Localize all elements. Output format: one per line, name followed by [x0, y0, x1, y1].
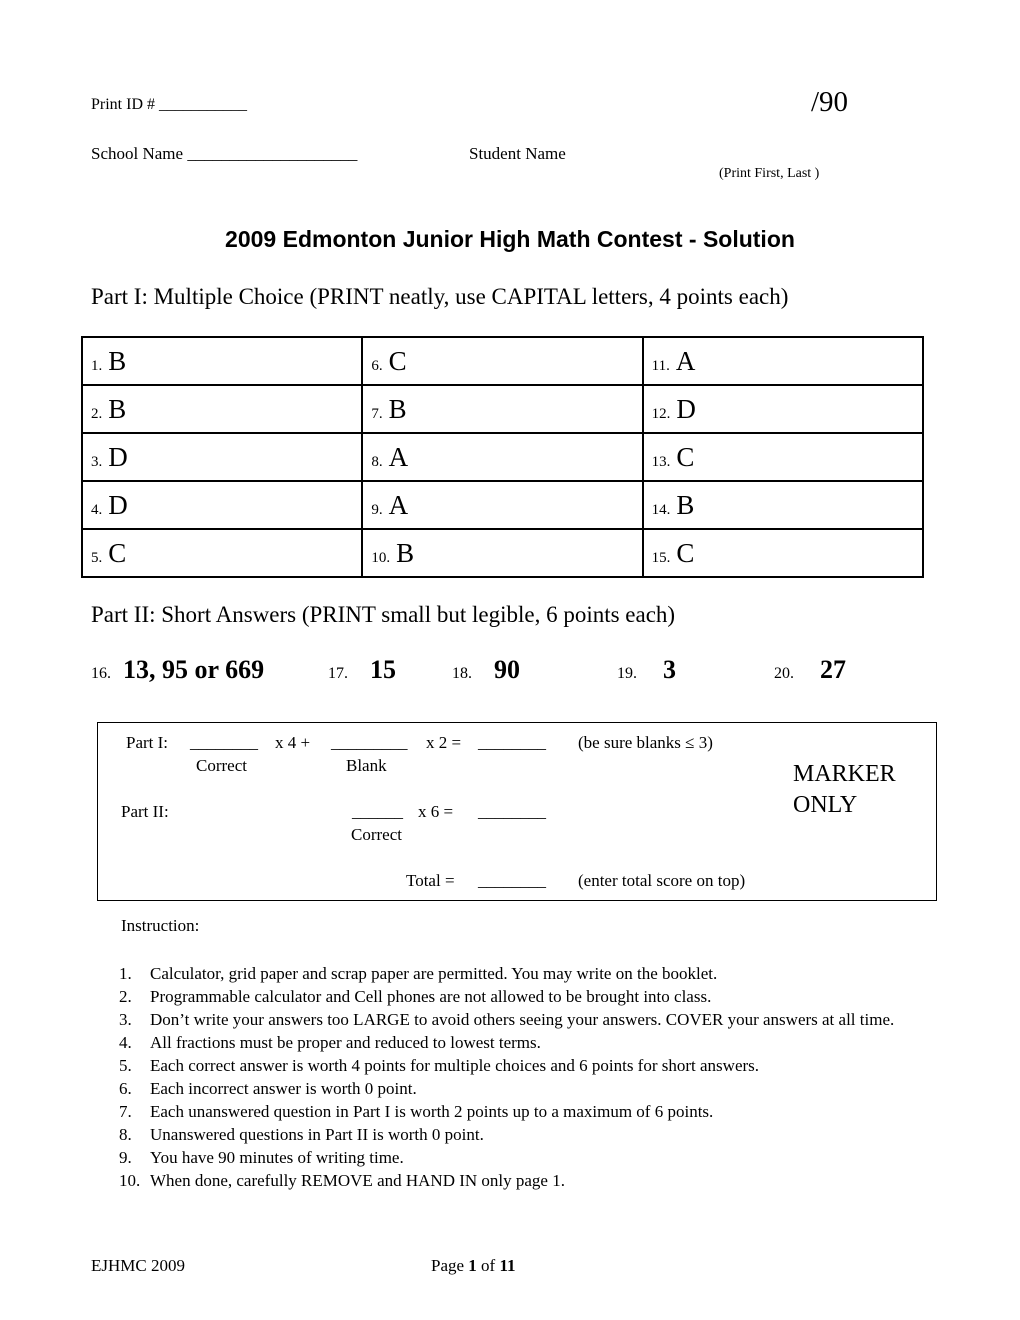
- short-answer-16: [91, 655, 264, 685]
- marker-part1-label: Part I:: [126, 733, 169, 752]
- short-answer-value: 27: [820, 655, 846, 684]
- instruction-text: Each incorrect answer is worth 0 point.: [150, 1079, 417, 1098]
- marker-total-note: (enter total score on top): [578, 871, 746, 890]
- instruction-text: All fractions must be proper and reduced to lowest terms.: [150, 1033, 541, 1052]
- instruction-number: 8.: [119, 1125, 132, 1144]
- short-answer-number: 17.: [328, 665, 348, 682]
- school-name-blank: ____________________: [187, 144, 358, 163]
- question-answer: D: [108, 441, 128, 472]
- print-id-blank: ___________: [159, 96, 247, 113]
- footer-page-current: 1: [468, 1256, 477, 1275]
- short-answer-number: 16.: [91, 665, 111, 682]
- part1-heading: Part I: Multiple Choice (PRINT neatly, use CAPITAL letters, 4 points each): [91, 284, 789, 309]
- short-answer-value: 13, 95 or 669: [123, 655, 265, 684]
- question-answer: A: [388, 489, 409, 520]
- instruction-text: You have 90 minutes of writing time.: [150, 1148, 404, 1167]
- short-answer-18: [452, 655, 520, 685]
- instruction-item: [119, 985, 909, 1008]
- marker-part2-x6: x 6 =: [418, 802, 454, 821]
- instruction-text: When done, carefully REMOVE and HAND IN only page 1.: [150, 1171, 565, 1190]
- question-answer: B: [388, 393, 407, 424]
- marker-part1-x4: x 4 +: [275, 733, 311, 752]
- marker-blank-label: Blank: [346, 756, 387, 775]
- question-answer: B: [676, 489, 695, 520]
- student-name-label: Student Name: [469, 144, 566, 163]
- answer-cell: [643, 337, 923, 385]
- instruction-text: Calculator, grid paper and scrap paper are permitted. You may write on the booklet.: [150, 964, 718, 983]
- print-id-label: Print ID #: [91, 96, 155, 113]
- short-answer-number: 20.: [774, 665, 794, 682]
- question-number: 10.: [371, 549, 391, 566]
- answer-row: [82, 385, 923, 433]
- instruction-number: 4.: [119, 1033, 132, 1052]
- instruction-text: Each unanswered question in Part I is worth 2 points up to a maximum of 6 points.: [150, 1102, 714, 1121]
- instructions-list: [119, 962, 909, 1192]
- question-number: 11.: [651, 357, 670, 374]
- answer-cell: [362, 385, 642, 433]
- marker-part1-correct-blank: ________: [190, 733, 258, 752]
- question-number: 3.: [91, 453, 103, 470]
- question-number: 6.: [371, 357, 383, 374]
- question-answer: C: [108, 537, 127, 568]
- page-title: 2009 Edmonton Junior High Math Contest - Solution: [225, 226, 795, 252]
- instruction-number: 6.: [119, 1079, 132, 1098]
- instruction-text: Unanswered questions in Part II is worth 0 point.: [150, 1125, 484, 1144]
- instruction-number: 10.: [119, 1171, 141, 1190]
- answer-cell: [362, 433, 642, 481]
- question-answer: B: [396, 537, 415, 568]
- short-answer-20: [774, 655, 846, 685]
- instruction-number: 2.: [119, 987, 132, 1006]
- question-number: 12.: [651, 405, 671, 422]
- short-answer-value: 3: [663, 655, 676, 684]
- answer-cell: [362, 529, 642, 577]
- marker-part1-blank-blank: _________: [331, 733, 408, 752]
- question-answer: A: [675, 345, 696, 376]
- short-answer-value: 15: [370, 655, 396, 684]
- question-number: 9.: [371, 501, 383, 518]
- instruction-item: [119, 1008, 909, 1031]
- short-answer-value: 90: [494, 655, 520, 684]
- answer-cell: [82, 433, 362, 481]
- answer-cell: [643, 433, 923, 481]
- marker-total-label: Total =: [406, 871, 455, 890]
- multiple-choice-answer-table: [81, 336, 924, 578]
- question-answer: C: [676, 441, 695, 472]
- question-answer: A: [388, 441, 409, 472]
- part2-heading: Part II: Short Answers (PRINT small but legible, 6 points each): [91, 602, 676, 627]
- instruction-item: [119, 1146, 909, 1169]
- answer-cell: [362, 481, 642, 529]
- instruction-item: [119, 1031, 909, 1054]
- answer-row: [82, 337, 923, 385]
- question-number: 2.: [91, 405, 103, 422]
- question-number: 14.: [651, 501, 671, 518]
- question-answer: C: [388, 345, 407, 376]
- question-answer: D: [108, 489, 128, 520]
- question-number: 4.: [91, 501, 103, 518]
- footer-left: EJHMC 2009: [91, 1256, 185, 1275]
- student-name-hint: (Print First, Last ): [719, 166, 820, 181]
- question-answer: B: [108, 393, 127, 424]
- instruction-text: Don’t write your answers too LARGE to avoid others seeing your answers. COVER your answers at all time.: [150, 1010, 895, 1029]
- marker-only-label-line2: ONLY: [793, 792, 858, 818]
- answer-cell: [643, 481, 923, 529]
- answer-row: [82, 433, 923, 481]
- instruction-number: 1.: [119, 964, 132, 983]
- marker-part2-result-blank: ________: [478, 802, 546, 821]
- marker-total-blank: ________: [478, 871, 546, 890]
- short-answer-number: 18.: [452, 665, 472, 682]
- footer-page-number: [431, 1256, 516, 1276]
- instruction-number: 9.: [119, 1148, 132, 1167]
- instructions-heading: Instruction:: [121, 916, 200, 935]
- question-number: 13.: [651, 453, 671, 470]
- answer-cell: [82, 337, 362, 385]
- instruction-item: [119, 1169, 909, 1192]
- answer-cell: [82, 481, 362, 529]
- question-number: 8.: [371, 453, 383, 470]
- marker-part1-note: (be sure blanks ≤ 3): [578, 733, 713, 752]
- question-number: 1.: [91, 357, 103, 374]
- short-answer-19: [617, 655, 676, 685]
- answer-row: [82, 529, 923, 577]
- marker-only-box: [97, 722, 937, 901]
- answer-cell: [362, 337, 642, 385]
- instruction-text: Each correct answer is worth 4 points for multiple choices and 6 points for short answers.: [150, 1056, 760, 1075]
- marker-part2-correct-blank: ______: [352, 802, 403, 821]
- question-number: 15.: [651, 549, 671, 566]
- answer-cell: [82, 385, 362, 433]
- footer-page-total: 11: [499, 1256, 516, 1275]
- footer-page-word: Page: [431, 1256, 465, 1275]
- answer-cell: [643, 385, 923, 433]
- instruction-item: [119, 1054, 909, 1077]
- score-total: /90: [811, 86, 849, 118]
- footer-of-word: of: [481, 1256, 496, 1275]
- marker-part1-result-blank: ________: [478, 733, 546, 752]
- instruction-text: Programmable calculator and Cell phones are not allowed to be brought into class.: [150, 987, 712, 1006]
- instruction-number: 7.: [119, 1102, 132, 1121]
- instruction-item: [119, 1077, 909, 1100]
- marker-only-label-line1: MARKER: [793, 761, 896, 787]
- question-number: 7.: [371, 405, 383, 422]
- short-answer-number: 19.: [617, 665, 637, 682]
- school-name-field: [91, 144, 357, 164]
- question-answer: B: [108, 345, 127, 376]
- question-answer: C: [676, 537, 695, 568]
- answer-cell: [82, 529, 362, 577]
- marker-correct-label: Correct: [196, 756, 247, 775]
- school-name-label: School Name: [91, 144, 184, 163]
- marker-part2-correct-label: Correct: [351, 825, 402, 844]
- answer-row: [82, 481, 923, 529]
- print-id-field: [91, 96, 247, 114]
- short-answer-17: [328, 655, 396, 685]
- instruction-item: [119, 1123, 909, 1146]
- answer-cell: [643, 529, 923, 577]
- question-answer: D: [676, 393, 696, 424]
- instruction-number: 5.: [119, 1056, 132, 1075]
- instruction-number: 3.: [119, 1010, 132, 1029]
- instruction-item: [119, 962, 909, 985]
- marker-part2-label: Part II:: [121, 802, 169, 821]
- instruction-item: [119, 1100, 909, 1123]
- marker-part1-x2: x 2 =: [426, 733, 462, 752]
- question-number: 5.: [91, 549, 103, 566]
